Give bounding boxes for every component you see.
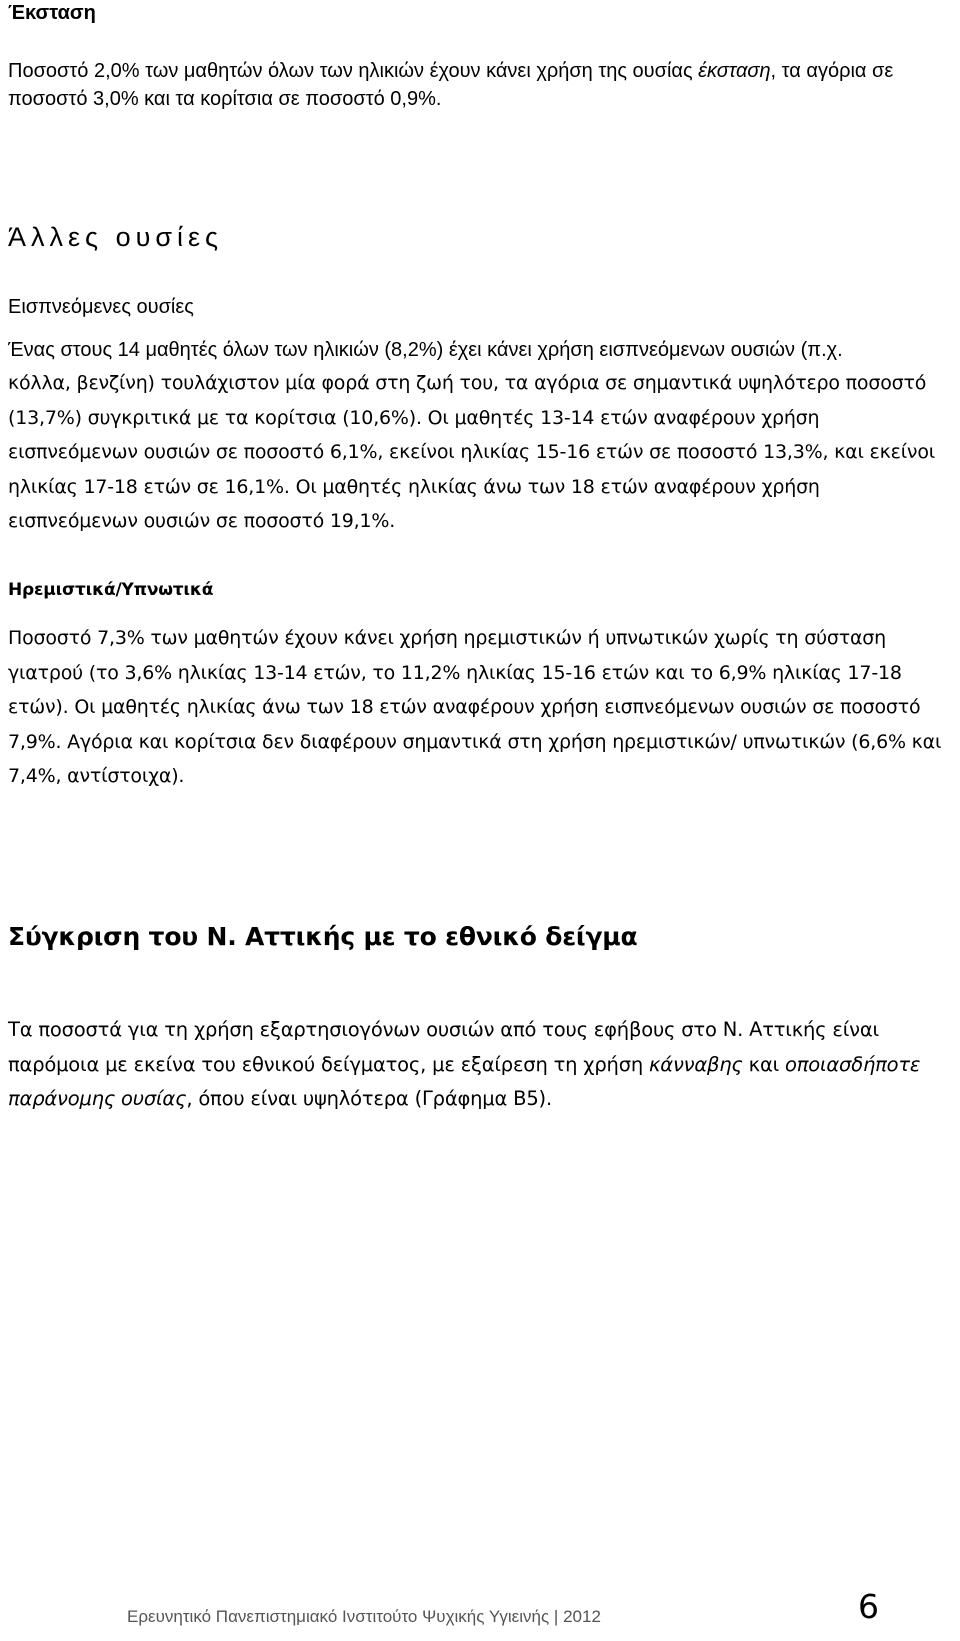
footer-separator: | [553, 1607, 559, 1626]
paragraph-inhalants-line-1: Ένας στους 14 μαθητές όλων των ηλικιών (8,2%) έχει κάνει χρήση εισπνεόμενων ουσιών (π.χ. [8, 339, 843, 361]
text-run: Ποσοστό 2,0% των μαθητών όλων των ηλικιών έχουν κάνει χρήση της ουσίας [8, 60, 699, 82]
emphasis-ecstasy: έκσταση [698, 60, 771, 82]
emphasis-any-illegal-substance: οποιασδήποτε παράνομης ουσίας [8, 1052, 921, 1110]
footer-year: 2012 [563, 1607, 601, 1626]
paragraph-inhalants: κόλλα, βενζίνη) τουλάχιστον μία φορά στη ζωή του, τα αγόρια σε σημαντικά υψηλότερο ποσοστό (13,7%) συγκριτικά με τα κορίτσια (10,6%). Οι μαθητές 13-14 ετών αναφέρουν χρήση εισπνεόμενων ουσιών σε ποσοστό 6,1%, εκείνοι ηλικίας 15-16 ετών σε ποσοστό 13,3%, και εκείνοι ηλικίας 17-18 ετών σε 16,1%. Οι μαθητές ηλικίας άνω των 18 ετών αναφέρουν χρήση εισπνεόμενων ουσιών σε ποσοστό 19,1%. [8, 372, 935, 532]
paragraph-sedatives: Ποσοστό 7,3% των μαθητών έχουν κάνει χρήση ηρεμιστικών ή υπνωτικών χωρίς τη σύσταση γιατρού (το 3,6% ηλικίας 13-14 ετών, το 11,2% ηλικίας 15-16 ετών και το 6,9% ηλικίας 17-18 ετών). Οι μαθητές ηλικίας άνω των 18 ετών αναφέρουν χρήση εισπνεόμενων ουσιών σε ποσοστό 7,9%. Αγόρια και κορίτσια δεν διαφέρουν σημαντικά στη χρήση ηρεμιστικών/ υπνωτικών (6,6% και 7,4%, αντίστοιχα). [8, 627, 942, 787]
text-run: και [742, 1052, 785, 1076]
section-heading-comparison: Σύγκριση του Ν. Αττικής με το εθνικό δείγμα [8, 922, 638, 951]
page-number: 6 [858, 1587, 879, 1626]
emphasis-cannabis: κάνναβης [649, 1052, 743, 1076]
subsection-heading-inhalants: Εισπνεόμενες ουσίες [8, 296, 194, 318]
page-footer [127, 1606, 601, 1628]
section-heading-ecstasy: Έκσταση [8, 2, 96, 24]
subsection-heading-sedatives: Ηρεμιστικά/Υπνωτικά [8, 580, 214, 600]
section-heading-other-substances: Άλλες ουσίες [8, 222, 224, 252]
paragraph-ecstasy [8, 57, 953, 113]
text-run: , όπου είναι υψηλότερα (Γράφημα Β5). [186, 1087, 552, 1110]
text-run: Τα ποσοστά για τη χρήση εξαρτησιογόνων ουσιών από τους εφήβους στο Ν. Αττικής είναι παρόμοια με εκείνα του εθνικού δείγματος, με εξαίρεση τη χρήση [8, 1018, 879, 1076]
footer-institute: Ερευνητικό Πανεπιστημιακό Ινστιτούτο Ψυχικής Υγιεινής [127, 1607, 550, 1626]
text-run: , τα αγόρια σε ποσοστό 3,0% και τα κορίτσια σε ποσοστό 0,9%. [8, 60, 894, 110]
paragraph-comparison [8, 1013, 953, 1117]
